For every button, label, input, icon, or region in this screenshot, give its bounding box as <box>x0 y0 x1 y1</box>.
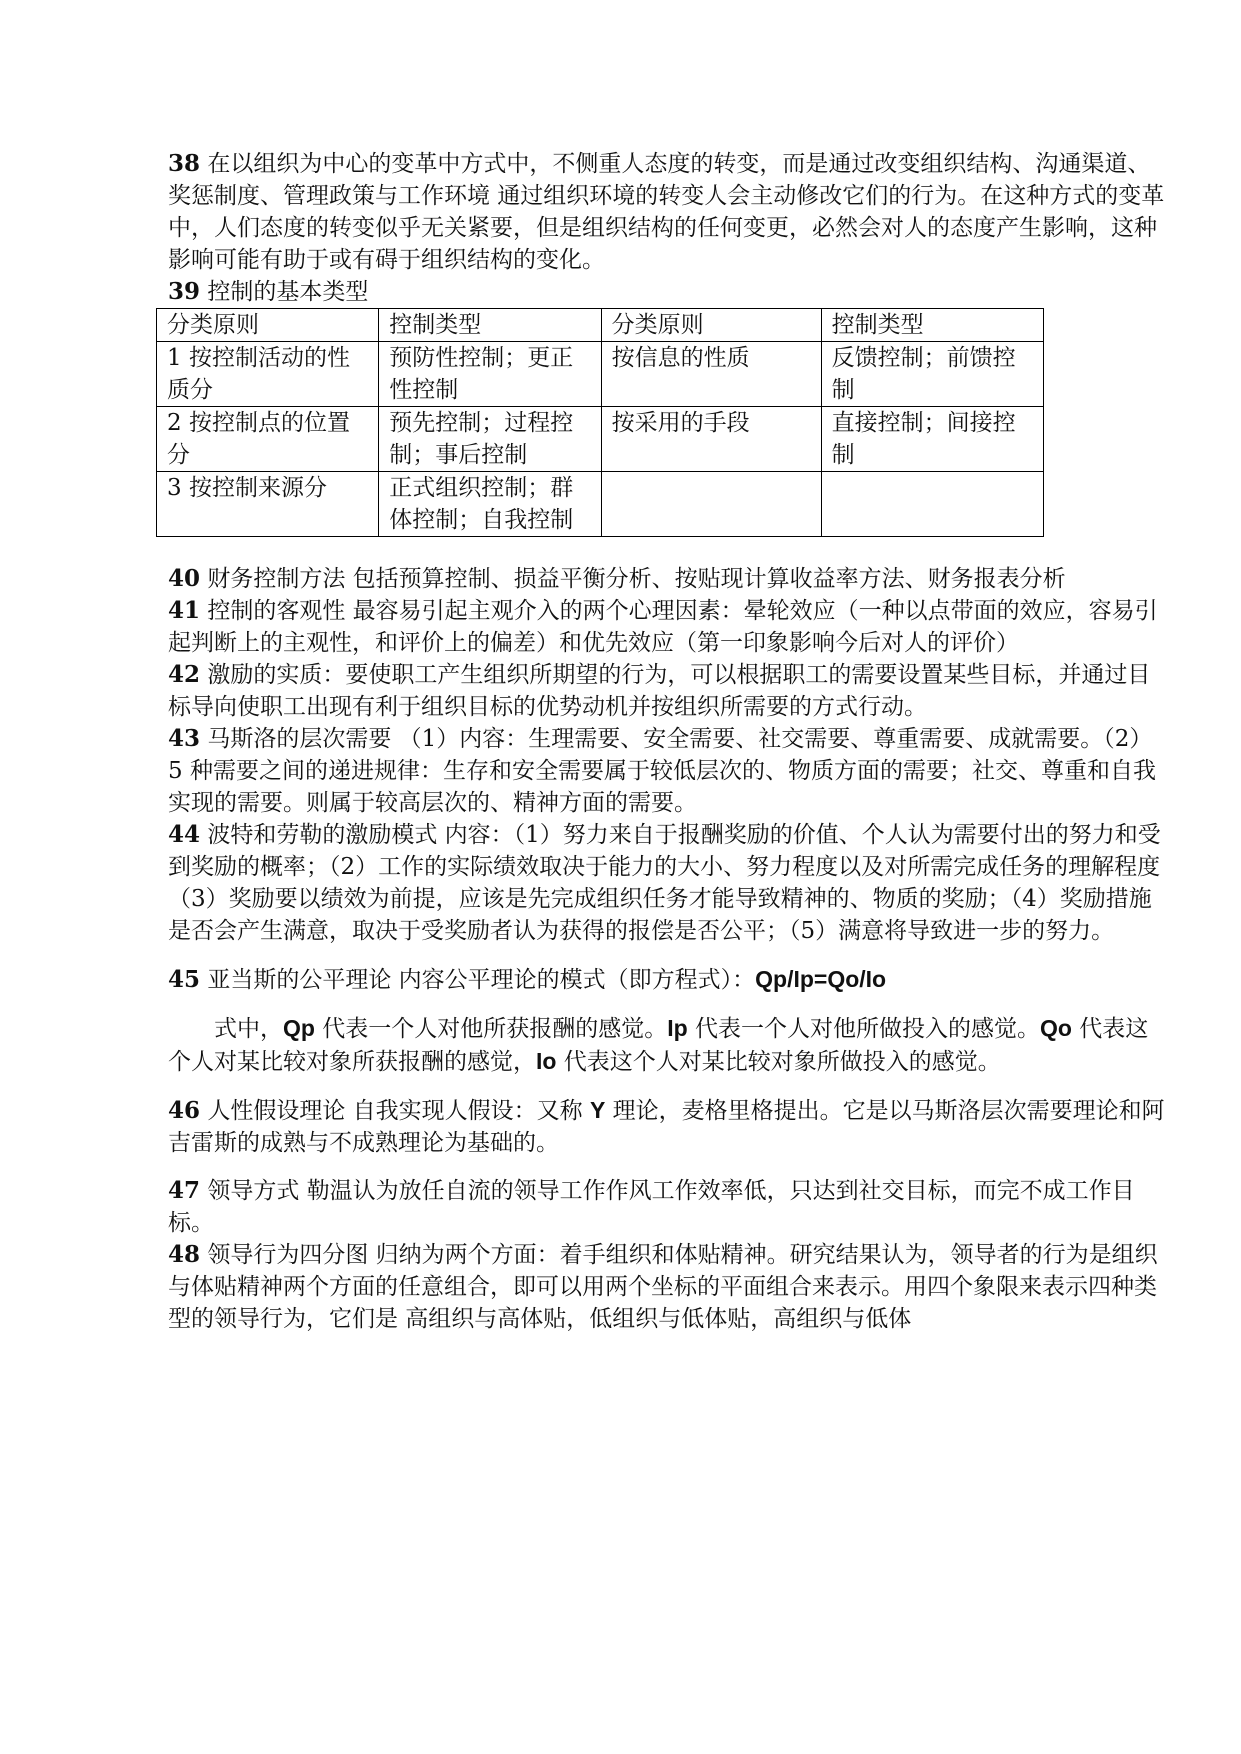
table-cell: 3 按控制来源分 <box>157 472 379 537</box>
explain-text: 式中， <box>214 1016 283 1042</box>
section-text: 亚当斯的公平理论 内容公平理论的模式（即方程式）： <box>207 967 756 993</box>
section-45 <box>168 963 1168 996</box>
section-text: 控制的客观性 最容易引起主观介入的两个心理因素：晕轮效应（一种以点带面的效应，容易引起判断上的主观性，和评价上的偏差）和优先效应（第一印象影响今后对人的评价） <box>168 598 1158 656</box>
section-number: 46 <box>168 1097 201 1124</box>
table-header-cell: 控制类型 <box>379 309 601 342</box>
table-header-cell: 控制类型 <box>821 309 1043 342</box>
variable-qo: Qo <box>1040 1015 1072 1041</box>
table-row <box>157 472 1044 537</box>
variable-io: Io <box>536 1048 557 1074</box>
section-number: 45 <box>168 966 201 993</box>
table-row <box>157 342 1044 407</box>
section-text: 马斯洛的层次需要 （1）内容：生理需要、安全需要、社交需要、尊重需要、成就需要。（2） 5 种需要之间的递进规律：生存和安全需要属于较低层次的、物质方面的需要；社交、尊重和自我实现的需要。则属于较高层次的、精神方面的需要。 <box>168 726 1156 816</box>
explain-text: 代表一个人对他所做投入的感觉。 <box>687 1016 1041 1042</box>
section-48 <box>168 1239 1168 1335</box>
theory-y-letter: Y <box>589 1097 606 1123</box>
section-40 <box>168 563 1168 595</box>
section-42 <box>168 659 1168 723</box>
document-page <box>168 148 1168 1335</box>
table-cell: 预防性控制；更正性控制 <box>379 342 601 407</box>
section-text: 在以组织为中心的变革中方式中，不侧重人态度的转变，而是通过改变组织结构、沟通渠道、奖惩制度、管理政策与工作环境 通过组织环境的转变人会主动修改它们的行为。在这种方式的变革中，人们态度的转变似乎无关紧要，但是组织结构的任何变更，必然会对人的态度产生影响，这种影响可能有助于或有碍于组织结构的变化。 <box>168 151 1165 273</box>
section-number: 44 <box>168 821 201 848</box>
equity-formula: Qp/Ip=Qo/Io <box>755 966 887 992</box>
section-text: 财务控制方法 包括预算控制、损益平衡分析、按贴现计算收益率方法、财务报表分析 <box>207 566 1066 592</box>
table-cell: 反馈控制；前馈控制 <box>821 342 1043 407</box>
formula-explanation <box>168 1012 1168 1078</box>
explain-text: 代表一个人对他所获报酬的感觉。 <box>314 1016 668 1042</box>
section-39-title <box>168 276 1168 308</box>
section-number: 38 <box>168 150 201 177</box>
table-header-cell: 分类原则 <box>157 309 379 342</box>
table-cell: 按采用的手段 <box>601 407 821 472</box>
table-row <box>157 407 1044 472</box>
section-41 <box>168 595 1168 659</box>
table-header-row <box>157 309 1044 342</box>
section-number: 41 <box>168 597 201 624</box>
section-text: 人性假设理论 自我实现人假设：又称 <box>207 1098 590 1124</box>
explain-text: 代表这个人对某比较对象所获报酬的感觉， <box>168 1016 1149 1075</box>
table-cell: 1 按控制活动的性质分 <box>157 342 379 407</box>
section-47 <box>168 1175 1168 1239</box>
section-number: 42 <box>168 661 201 688</box>
section-text: 理论，麦格里格提出。它是以马斯洛层次需要理论和阿吉雷斯的成熟与不成熟理论为基础的。 <box>168 1098 1165 1156</box>
section-46 <box>168 1094 1168 1159</box>
table-cell <box>601 472 821 537</box>
table-cell: 直接控制；间接控制 <box>821 407 1043 472</box>
section-43 <box>168 723 1168 819</box>
section-number: 43 <box>168 725 201 752</box>
table-cell: 预先控制；过程控制；事后控制 <box>379 407 601 472</box>
section-number: 40 <box>168 565 201 592</box>
section-number: 48 <box>168 1241 201 1268</box>
variable-ip: Ip <box>667 1015 688 1041</box>
section-text: 激励的实质：要使职工产生组织所期望的行为，可以根据职工的需要设置某些目标，并通过目标导向使职工出现有利于组织目标的优势动机并按组织所需要的方式行动。 <box>168 662 1151 720</box>
table-cell <box>821 472 1043 537</box>
control-types-table <box>156 308 1044 537</box>
section-38 <box>168 148 1168 276</box>
table-cell: 2 按控制点的位置分 <box>157 407 379 472</box>
section-44 <box>168 819 1168 947</box>
variable-qp: Qp <box>283 1015 315 1041</box>
table-cell: 按信息的性质 <box>601 342 821 407</box>
section-number: 47 <box>168 1177 201 1204</box>
explain-text: 代表这个人对某比较对象所做投入的感觉。 <box>556 1049 1001 1075</box>
table-header-cell: 分类原则 <box>601 309 821 342</box>
section-text: 波特和劳勒的激励模式 内容：（1）努力来自于报酬奖励的价值、个人认为需要付出的努力和受到奖励的概率；（2）工作的实际绩效取决于能力的大小、努力程度以及对所需完成任务的理解程度（3）奖励要以绩效为前提，应该是先完成组织任务才能导致精神的、物质的奖励；（4）奖励措施是否会产生满意，取决于受奖励者认为获得的报偿是否公平；（5）满意将导致进一步的努力。 <box>168 822 1161 944</box>
section-text: 领导方式 勒温认为放任自流的领导工作作风工作效率低，只达到社交目标，而完不成工作目标。 <box>168 1178 1135 1236</box>
section-text: 控制的基本类型 <box>207 279 369 305</box>
section-number: 39 <box>168 278 201 305</box>
table-cell: 正式组织控制；群体控制；自我控制 <box>379 472 601 537</box>
section-text: 领导行为四分图 归纳为两个方面：着手组织和体贴精神。研究结果认为，领导者的行为是组织与体贴精神两个方面的任意组合，即可以用两个坐标的平面组合来表示。用四个象限来表示四种类型的领导行为，它们是 高组织与高体贴，低组织与低体贴，高组织与低体 <box>168 1242 1158 1332</box>
